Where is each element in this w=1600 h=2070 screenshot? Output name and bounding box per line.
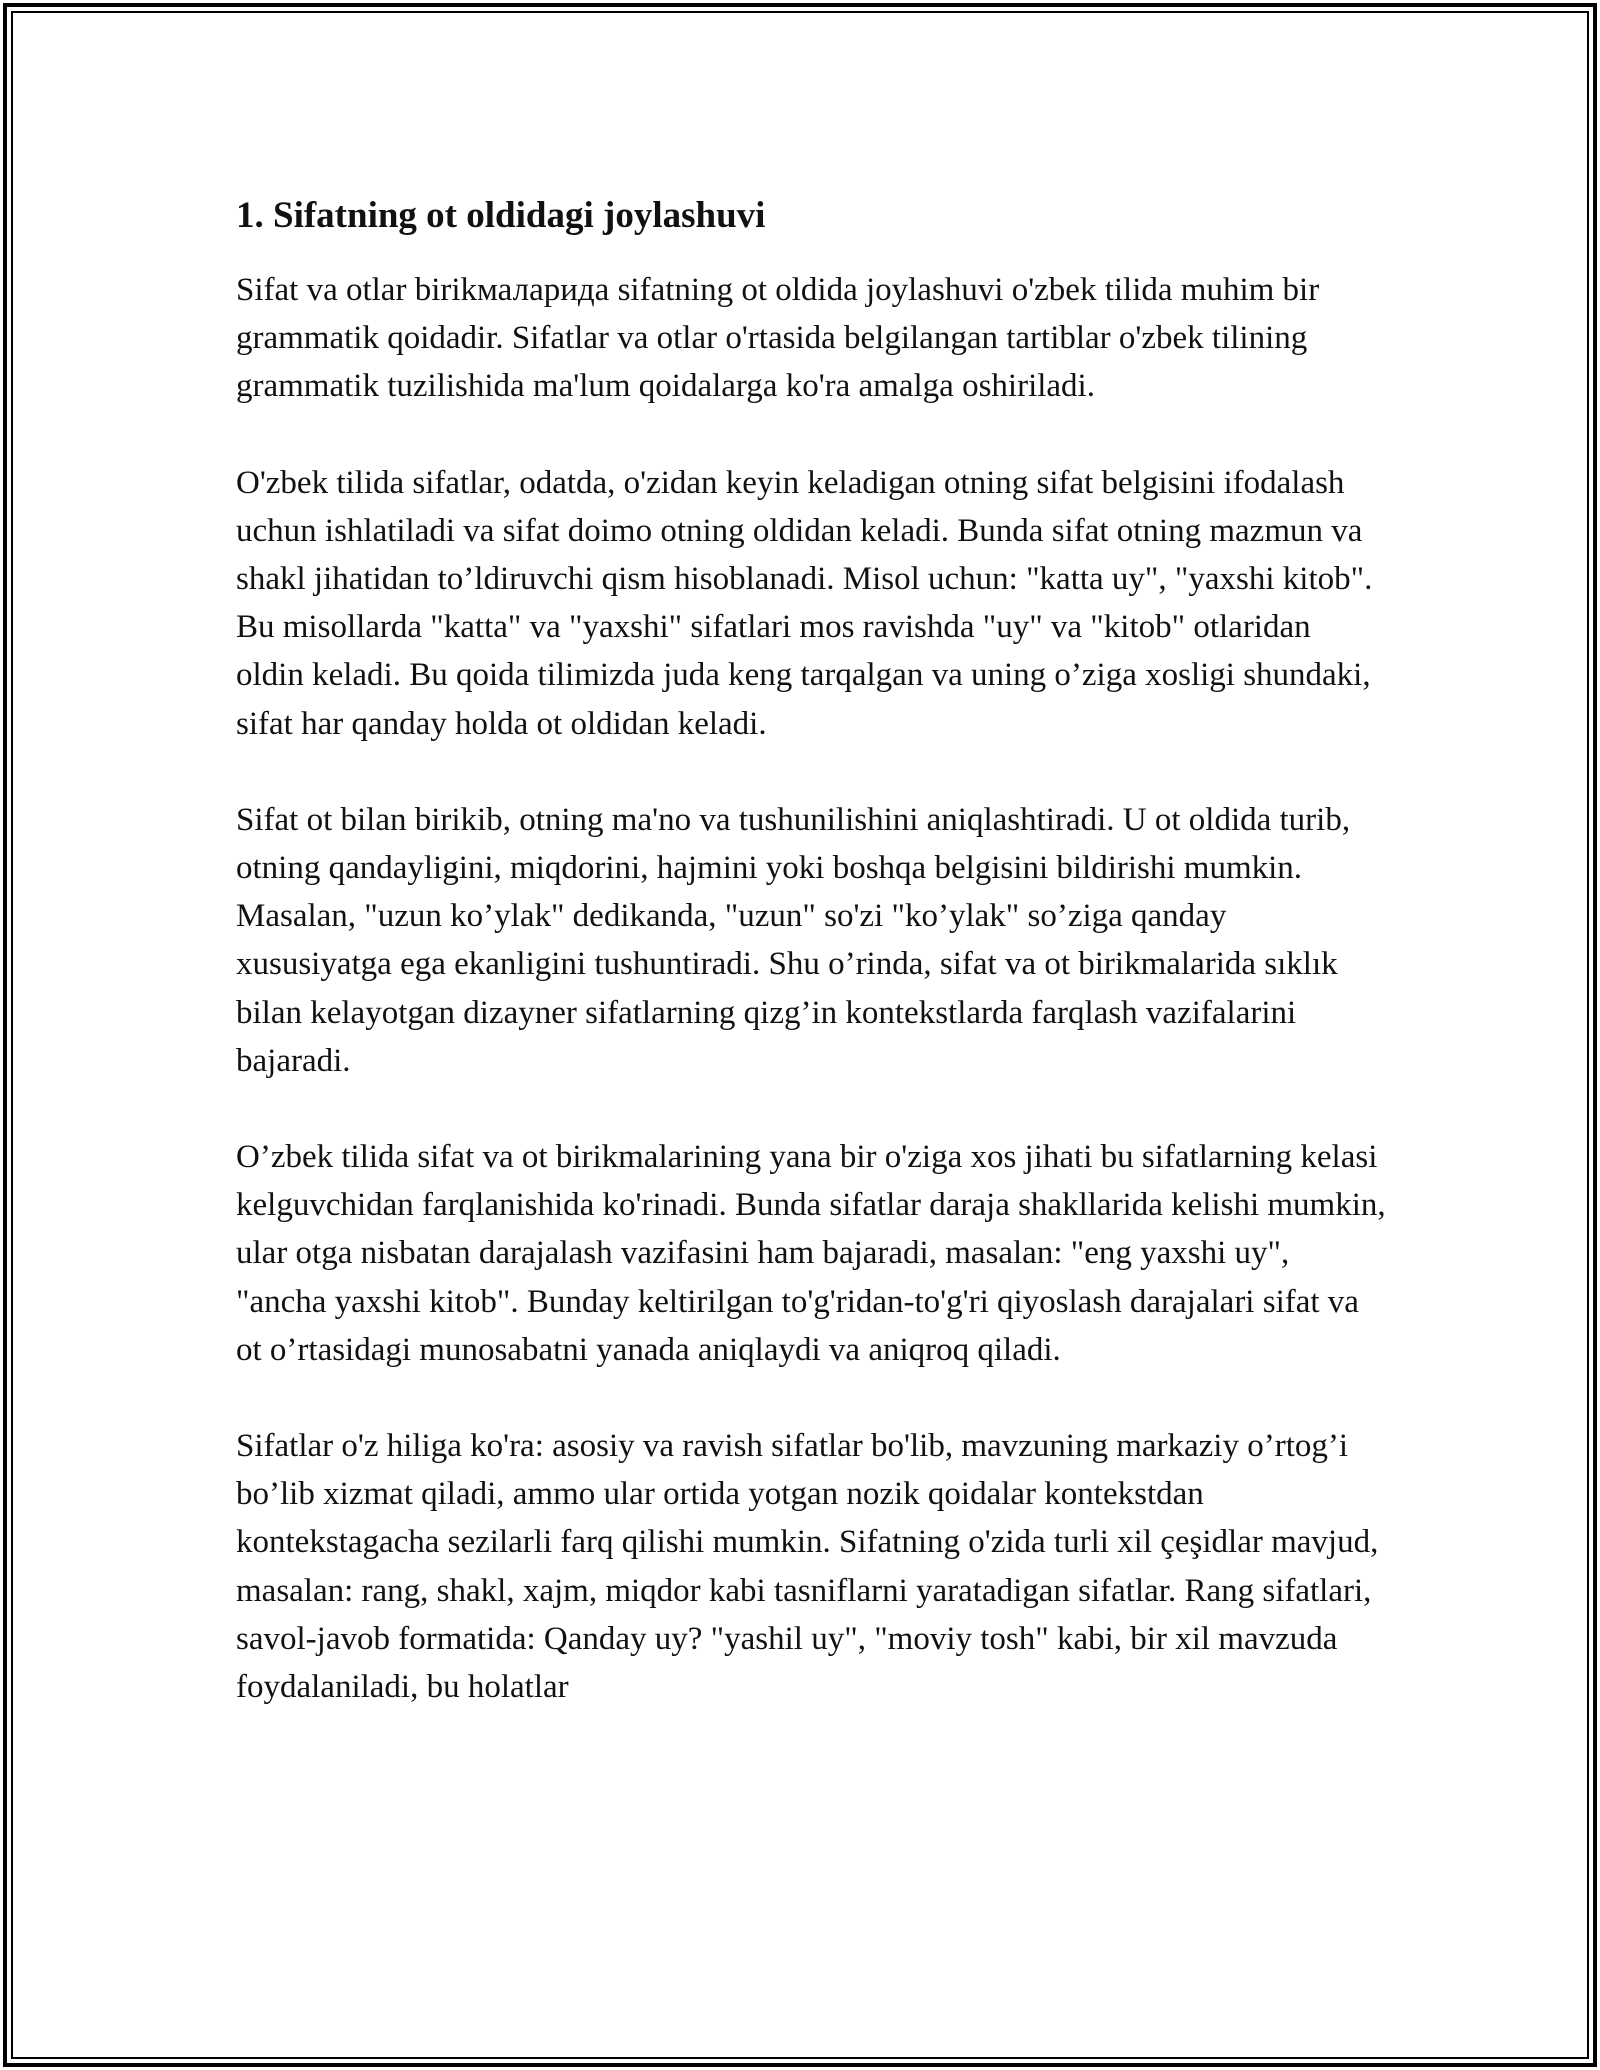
paragraph-2: O'zbek tilida sifatlar, odatda, o'zidan keyin keladigan otning sifat belgisini ifodalash uchun ishlatiladi va sifat doimo otning oldidan keladi. Bunda sifat otning mazmun va shakl jihatidan to’ldiruvchi qism hisoblanadi. Misol uchun: "katta uy", "yaxshi kitob". Bu misollarda "katta" va "yaxshi" sifatlari mos ravishda "uy" va "kitob" otlaridan oldin keladi. Bu qoida tilimizda juda keng tarqalgan va uning o’ziga xosligi shundaki, sifat har qanday holda ot oldidan keladi. (236, 464, 1373, 742)
paragraph-3: Sifat ot bilan birikib, otning ma'no va tushunilishini aniqlashtiradi. U ot oldida turib, otning qandayligini, miqdorini, hajmini yoki boshqa belgisini bildirishi mumkin. Masalan, "uzun ko’ylak" dedikanda, "uzun" so'zi "ko’ylak" so’ziga qanday xususiyatga ega ekanligini tushuntiradi. Shu o’rinda, sifat va ot birikmalarida sıklık bilan kelayotgan dizayner sifatlarning qizg’in kontekstlarda farqlash vazifalarini bajaradi. (236, 801, 1351, 1079)
document-body (236, 188, 1386, 1759)
paragraph-1: Sifat va otlar birikмаларида sifatning ot oldida joylashuvi o'zbek tilida muhim bir grammatik qoidadir. Sifatlar va otlar o'rtasida belgilangan tartiblar o'zbek tilining grammatik tuzilishida ma'lum qoidalarga ko'ra amalga oshiriladi. (236, 272, 1320, 405)
section-title: 1. Sifatning ot oldidagi joylashuvi (236, 195, 766, 236)
paragraph-5: Sifatlar o'z hiliga ko'ra: asosiy va ravish sifatlar bo'lib, mavzuning markaziy o’rtog’i bo’lib xizmat qiladi, ammo ular ortida yotgan nozik qoidalar kontekstdan kontekstagacha sezilarli farq qilishi mumkin. Sifatning o'zida turli xil çeşidlar mavjud, masalan: rang, shakl, xajm, miqdor kabi tasniflarni yaratadigan sifatlar. Rang sifatlari, savol-javob formatida: Qanday uy? "yashil uy", "moviy tosh" kabi, bir xil mavzuda foydalaniladi, bu holatlar (236, 1428, 1379, 1706)
paragraph-4: O’zbek tilida sifat va ot birikmalarining yana bir o'ziga xos jihati bu sifatlarning kelasi kelguvchidan farqlanishida ko'rinadi. Bunda sifatlar daraja shakllarida kelishi mumkin, ular otga nisbatan darajalash vazifasini ham bajaradi, masalan: "eng yaxshi uy", "ancha yaxshi kitob". Bunday keltirilgan to'g'ridan-to'g'ri qiyoslash darajalari sifat va ot o’rtasidagi munosabatni yanada aniqlaydi va aniqroq qiladi. (236, 1139, 1386, 1368)
